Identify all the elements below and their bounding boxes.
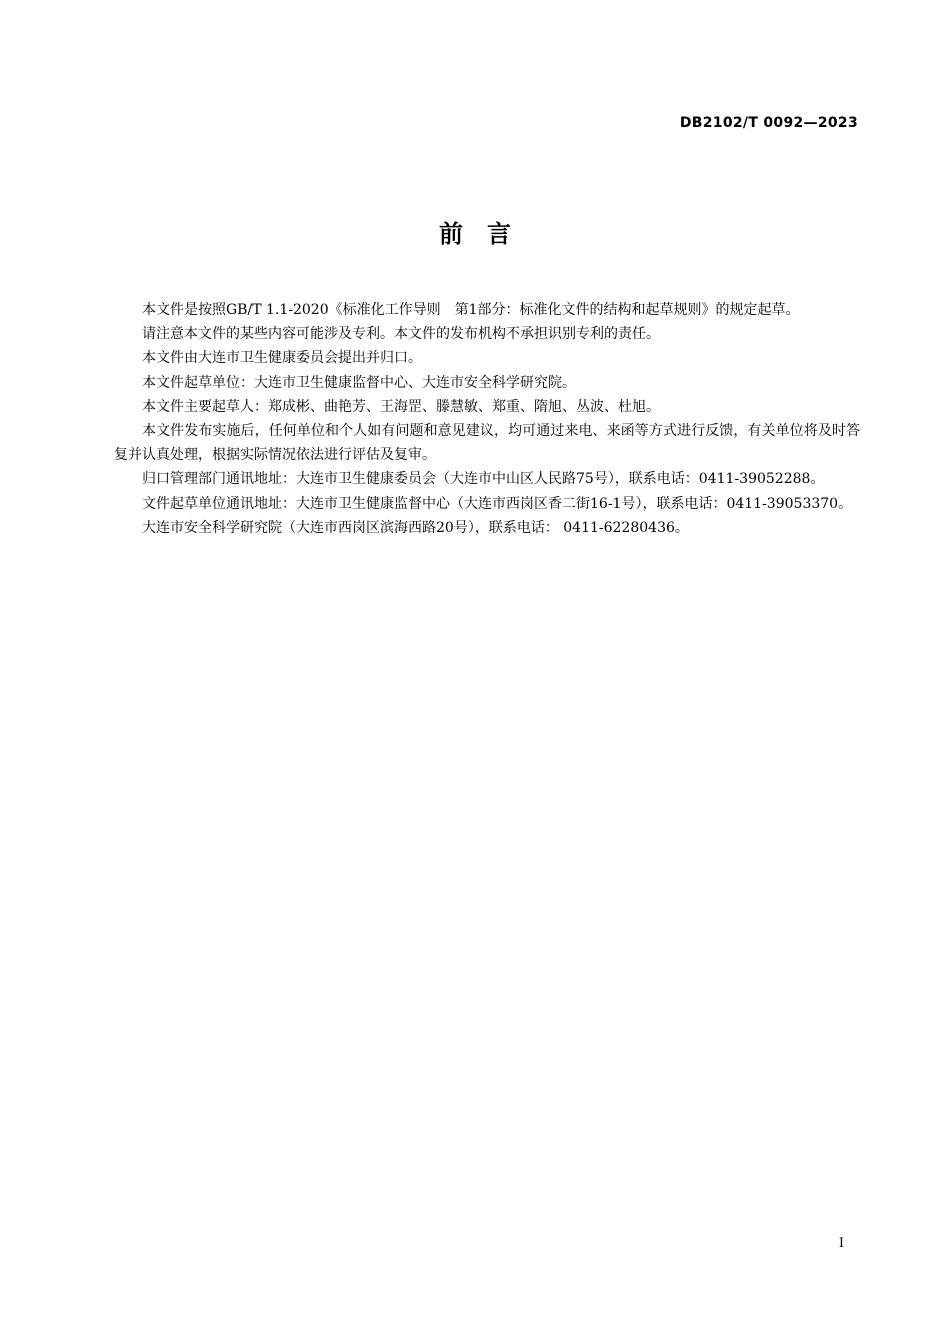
title-char-2: 言	[487, 220, 511, 248]
document-code: DB2102/T 0092—2023	[679, 115, 858, 131]
page-number: I	[838, 1236, 844, 1251]
paragraph-drafting-rules: 本文件是按照GB/T 1.1-2020《标准化工作导则 第1部分：标准化文件的结构和起草规则》的规定起草。	[142, 302, 800, 318]
preface-body	[114, 298, 860, 540]
paragraph-authority-address: 归口管理部门通讯地址：大连市卫生健康委员会（大连市中山区人民路75号），联系电话：0411-39052288。	[142, 471, 825, 488]
paragraph-drafting-unit-address: 文件起草单位通讯地址：大连市卫生健康监督中心（大连市西岗区香二街16-1号），联系电话：0411-39053370。	[142, 495, 853, 512]
page-title	[0, 214, 950, 249]
title-char-1: 前	[439, 220, 463, 248]
paragraph-patent-notice: 请注意本文件的某些内容可能涉及专利。本文件的发布机构不承担识别专利的责任。	[142, 326, 660, 343]
paragraph-feedback: 本文件发布实施后，任何单位和个人如有问题和意见建议，均可通过来电、来函等方式进行反馈，有关单位将及时答复并认真处理，根据实际情况依法进行评估及复审。	[114, 423, 860, 464]
paragraph-proposer: 本文件由大连市卫生健康委员会提出并归口。	[142, 350, 422, 367]
paragraph-institute-address: 大连市安全科学研究院（大连市西岗区滨海西路20号），联系电话： 0411-62280436。	[142, 519, 689, 536]
paragraph-drafting-units: 本文件起草单位：大连市卫生健康监督中心、大连市安全科学研究院。	[142, 374, 576, 391]
paragraph-drafters: 本文件主要起草人：郑成彬、曲艳芳、王海罡、滕慧敏、郑重、隋旭、丛波、杜旭。	[142, 398, 660, 415]
